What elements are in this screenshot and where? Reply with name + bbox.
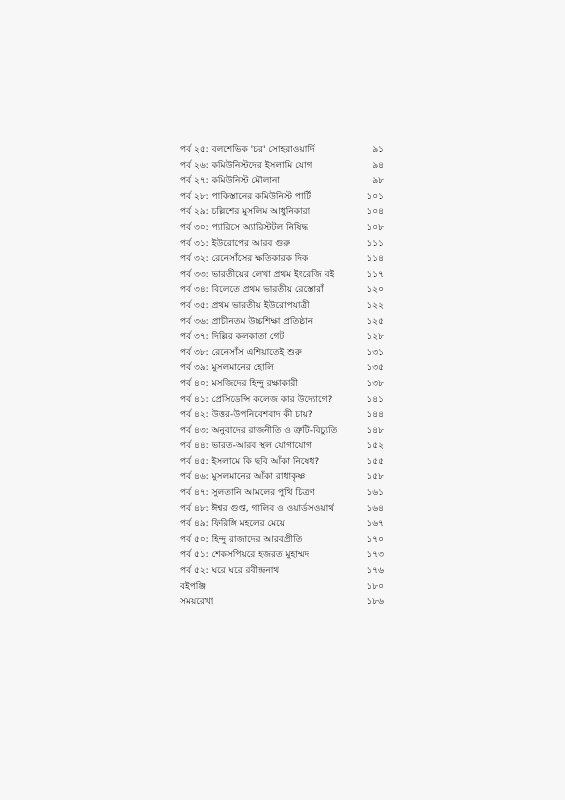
toc-entry xyxy=(180,377,384,393)
toc-entry-page-number: ১৬৭ xyxy=(366,519,384,530)
toc-entry-title: পর্ব ৪০: মসজিদের হিন্দু রক্ষাকারী xyxy=(180,378,298,389)
toc-entry-page-number: ১০৪ xyxy=(366,207,384,218)
toc-entry xyxy=(180,548,384,564)
toc-entry-title: পর্ব ৪১: প্রেসিডেন্সি কলেজ কার উদ্যোগে? xyxy=(180,394,333,405)
toc-entry xyxy=(180,408,384,424)
toc-entry-page-number: ৯১ xyxy=(372,145,384,155)
toc-entry-title: পর্ব ৪৯: ফিরিঙ্গি মহলের মেয়ে xyxy=(180,519,286,530)
toc-entry-page-number: ১৪১ xyxy=(366,394,384,405)
toc-entry xyxy=(180,143,384,159)
toc-entry-title: পর্ব ৩২: রেনেসাঁসের ক্ষতিকারক দিক xyxy=(180,254,309,265)
toc-entry-page-number: ১৬১ xyxy=(366,488,384,499)
toc-entry xyxy=(180,299,384,315)
toc-entry-page-number: ১২০ xyxy=(366,285,384,296)
toc-entry-title: সময়রেখা xyxy=(180,597,214,608)
toc-entry xyxy=(180,330,384,346)
toc-entry-title: পর্ব ২৬: কমিউনিস্টদের ইসলামি যোগ xyxy=(180,160,313,171)
toc-entry-page-number: ১১৪ xyxy=(366,254,384,265)
toc-entry-page-number: ১৩৫ xyxy=(366,363,384,374)
toc-entry-title: পর্ব ৪৬: মুসলমানের আঁকা রাধাকৃষ্ণ xyxy=(180,472,306,483)
toc-entry-title: পর্ব ৪৭: সুলতানি আমলের পুথি চিত্রণ xyxy=(180,488,315,499)
toc-entry-title: পর্ব ৪৪: ভারত-আরব স্থল যোগাযোগ xyxy=(180,441,312,452)
toc-entry-title: পর্ব ২৮: পাকিস্তানের কমিউনিস্ট পার্টি xyxy=(180,191,312,202)
toc-entry-page-number: ১৮০ xyxy=(366,581,384,592)
toc-entry-page-number: ৯৮ xyxy=(372,176,384,187)
toc-entry-title: পর্ব ৩০: প্যারিসে অ্যারিস্টটল নিষিদ্ধ xyxy=(180,222,309,233)
toc-entry xyxy=(180,424,384,440)
toc-entry xyxy=(180,174,384,190)
toc-entry-title: পর্ব ৫১: শেকসপিয়রে হজরত মুহাম্মদ xyxy=(180,550,310,561)
toc-entry-page-number: ১৩১ xyxy=(366,347,384,358)
toc-entry-page-number: ১০১ xyxy=(366,191,384,202)
toc-entry-title: পর্ব ৩৩: ভারতীয়ের লেখা প্রথম ইংরেজি বই xyxy=(180,269,335,280)
toc-entry-title: পর্ব ৪৮: ঈশ্বর গুপ্ত, গালিব ও ওয়ার্ডসওয়ার্থ xyxy=(180,503,335,514)
toc-entry-page-number: ১১৭ xyxy=(366,269,384,280)
toc-entry-page-number: ১৪৮ xyxy=(366,425,384,436)
toc-entry-page-number: ৯৪ xyxy=(372,160,384,171)
toc-entry-title: পর্ব ২৭: কমিউনিস্ট মৌলানা xyxy=(180,176,280,187)
toc-entry-page-number: ১৫২ xyxy=(366,441,384,452)
toc-entry-title: পর্ব ৩৫: প্রথম ভারতীয় ইউরোপযাত্রী xyxy=(180,300,310,311)
toc-entry-page-number: ১৫৫ xyxy=(366,456,384,467)
toc-entry-title: পর্ব ৫০: হিন্দু রাজাদের আরবপ্রীতি xyxy=(180,534,303,545)
toc-entry xyxy=(180,361,384,377)
toc-entry-page-number: ১২৮ xyxy=(366,332,384,343)
toc-entry-title: পর্ব ৪৩: অনুবাদের রাজনীতি ও ত্রুটি-বিচ্যুতি xyxy=(180,425,338,436)
toc-entry xyxy=(180,580,384,596)
toc-entry-page-number: ১৭৬ xyxy=(366,566,384,577)
toc-entry xyxy=(180,205,384,221)
toc-entry xyxy=(180,159,384,175)
toc-entry-title: পর্ব ৩৬: প্রাচীনতম উচ্চশিক্ষা প্রতিষ্ঠান xyxy=(180,316,314,327)
toc-entry-title: বইপঞ্জি xyxy=(180,581,207,592)
toc-entry xyxy=(180,283,384,299)
toc-entry-title: পর্ব ২৯: চল্লিশের মুসলিম আধুনিকারা xyxy=(180,207,311,218)
toc-entry-title: পর্ব ৩৯: মুসলমানের হোলি xyxy=(180,363,274,374)
toc-entry-title: পর্ব ২৫: বলশেভিক 'চর' সোহরাওয়ার্দি xyxy=(180,145,315,155)
toc-entry xyxy=(180,564,384,580)
toc-entry xyxy=(180,502,384,518)
toc-entry xyxy=(180,252,384,268)
toc-entry xyxy=(180,595,384,611)
toc-entry-title: পর্ব ৩৮: রেনেসাঁস এশিয়াতেই শুরু xyxy=(180,347,302,358)
toc-entry-page-number: ১৬৪ xyxy=(366,503,384,514)
toc-entry xyxy=(180,533,384,549)
toc-entry-title: পর্ব ৩১: ইউরোপের আরব গুরু xyxy=(180,238,291,249)
toc-entry xyxy=(180,237,384,253)
toc-entry xyxy=(180,315,384,331)
toc-entry-page-number: ১৭৩ xyxy=(366,550,384,561)
toc-entry-page-number: ১২৫ xyxy=(366,316,384,327)
toc-entry-page-number: ১৪৪ xyxy=(366,410,384,421)
toc-entry-title: পর্ব ৪৫: ইসলামে কি ছবি আঁকা নিষেধ? xyxy=(180,456,320,467)
toc-entry xyxy=(180,190,384,206)
toc-entry-title: পর্ব ৪২: উত্তর-উপনিবেশবাদ কী চায়? xyxy=(180,410,313,421)
toc-entry-title: পর্ব ৩৪: বিলেতে প্রথম ভারতীয় রেস্তোরাঁ xyxy=(180,285,324,296)
toc-entry xyxy=(180,221,384,237)
toc-entry-page-number: ১৮৬ xyxy=(366,597,384,608)
toc-entry-title: পর্ব ৫২: ঘরে ঘরে রবীন্দ্রনাথ xyxy=(180,566,280,577)
toc-entry xyxy=(180,470,384,486)
toc-entry-page-number: ১০৮ xyxy=(366,222,384,233)
toc-entry xyxy=(180,268,384,284)
toc-entry xyxy=(180,439,384,455)
toc-entry-page-number: ১১১ xyxy=(366,238,384,249)
toc-entry-title: পর্ব ৩৭: দিল্লির কলকাতা গেট xyxy=(180,332,285,343)
toc-entry-page-number: ১৭০ xyxy=(366,534,384,545)
toc-entry xyxy=(180,517,384,533)
toc-entry xyxy=(180,346,384,362)
toc-entry xyxy=(180,393,384,409)
toc-entry xyxy=(180,455,384,471)
table-of-contents xyxy=(180,143,384,611)
toc-entry-page-number: ১২২ xyxy=(366,300,384,311)
toc-entry-page-number: ১৫৮ xyxy=(366,472,384,483)
toc-entry-page-number: ১৩৮ xyxy=(366,378,384,389)
toc-entry xyxy=(180,486,384,502)
